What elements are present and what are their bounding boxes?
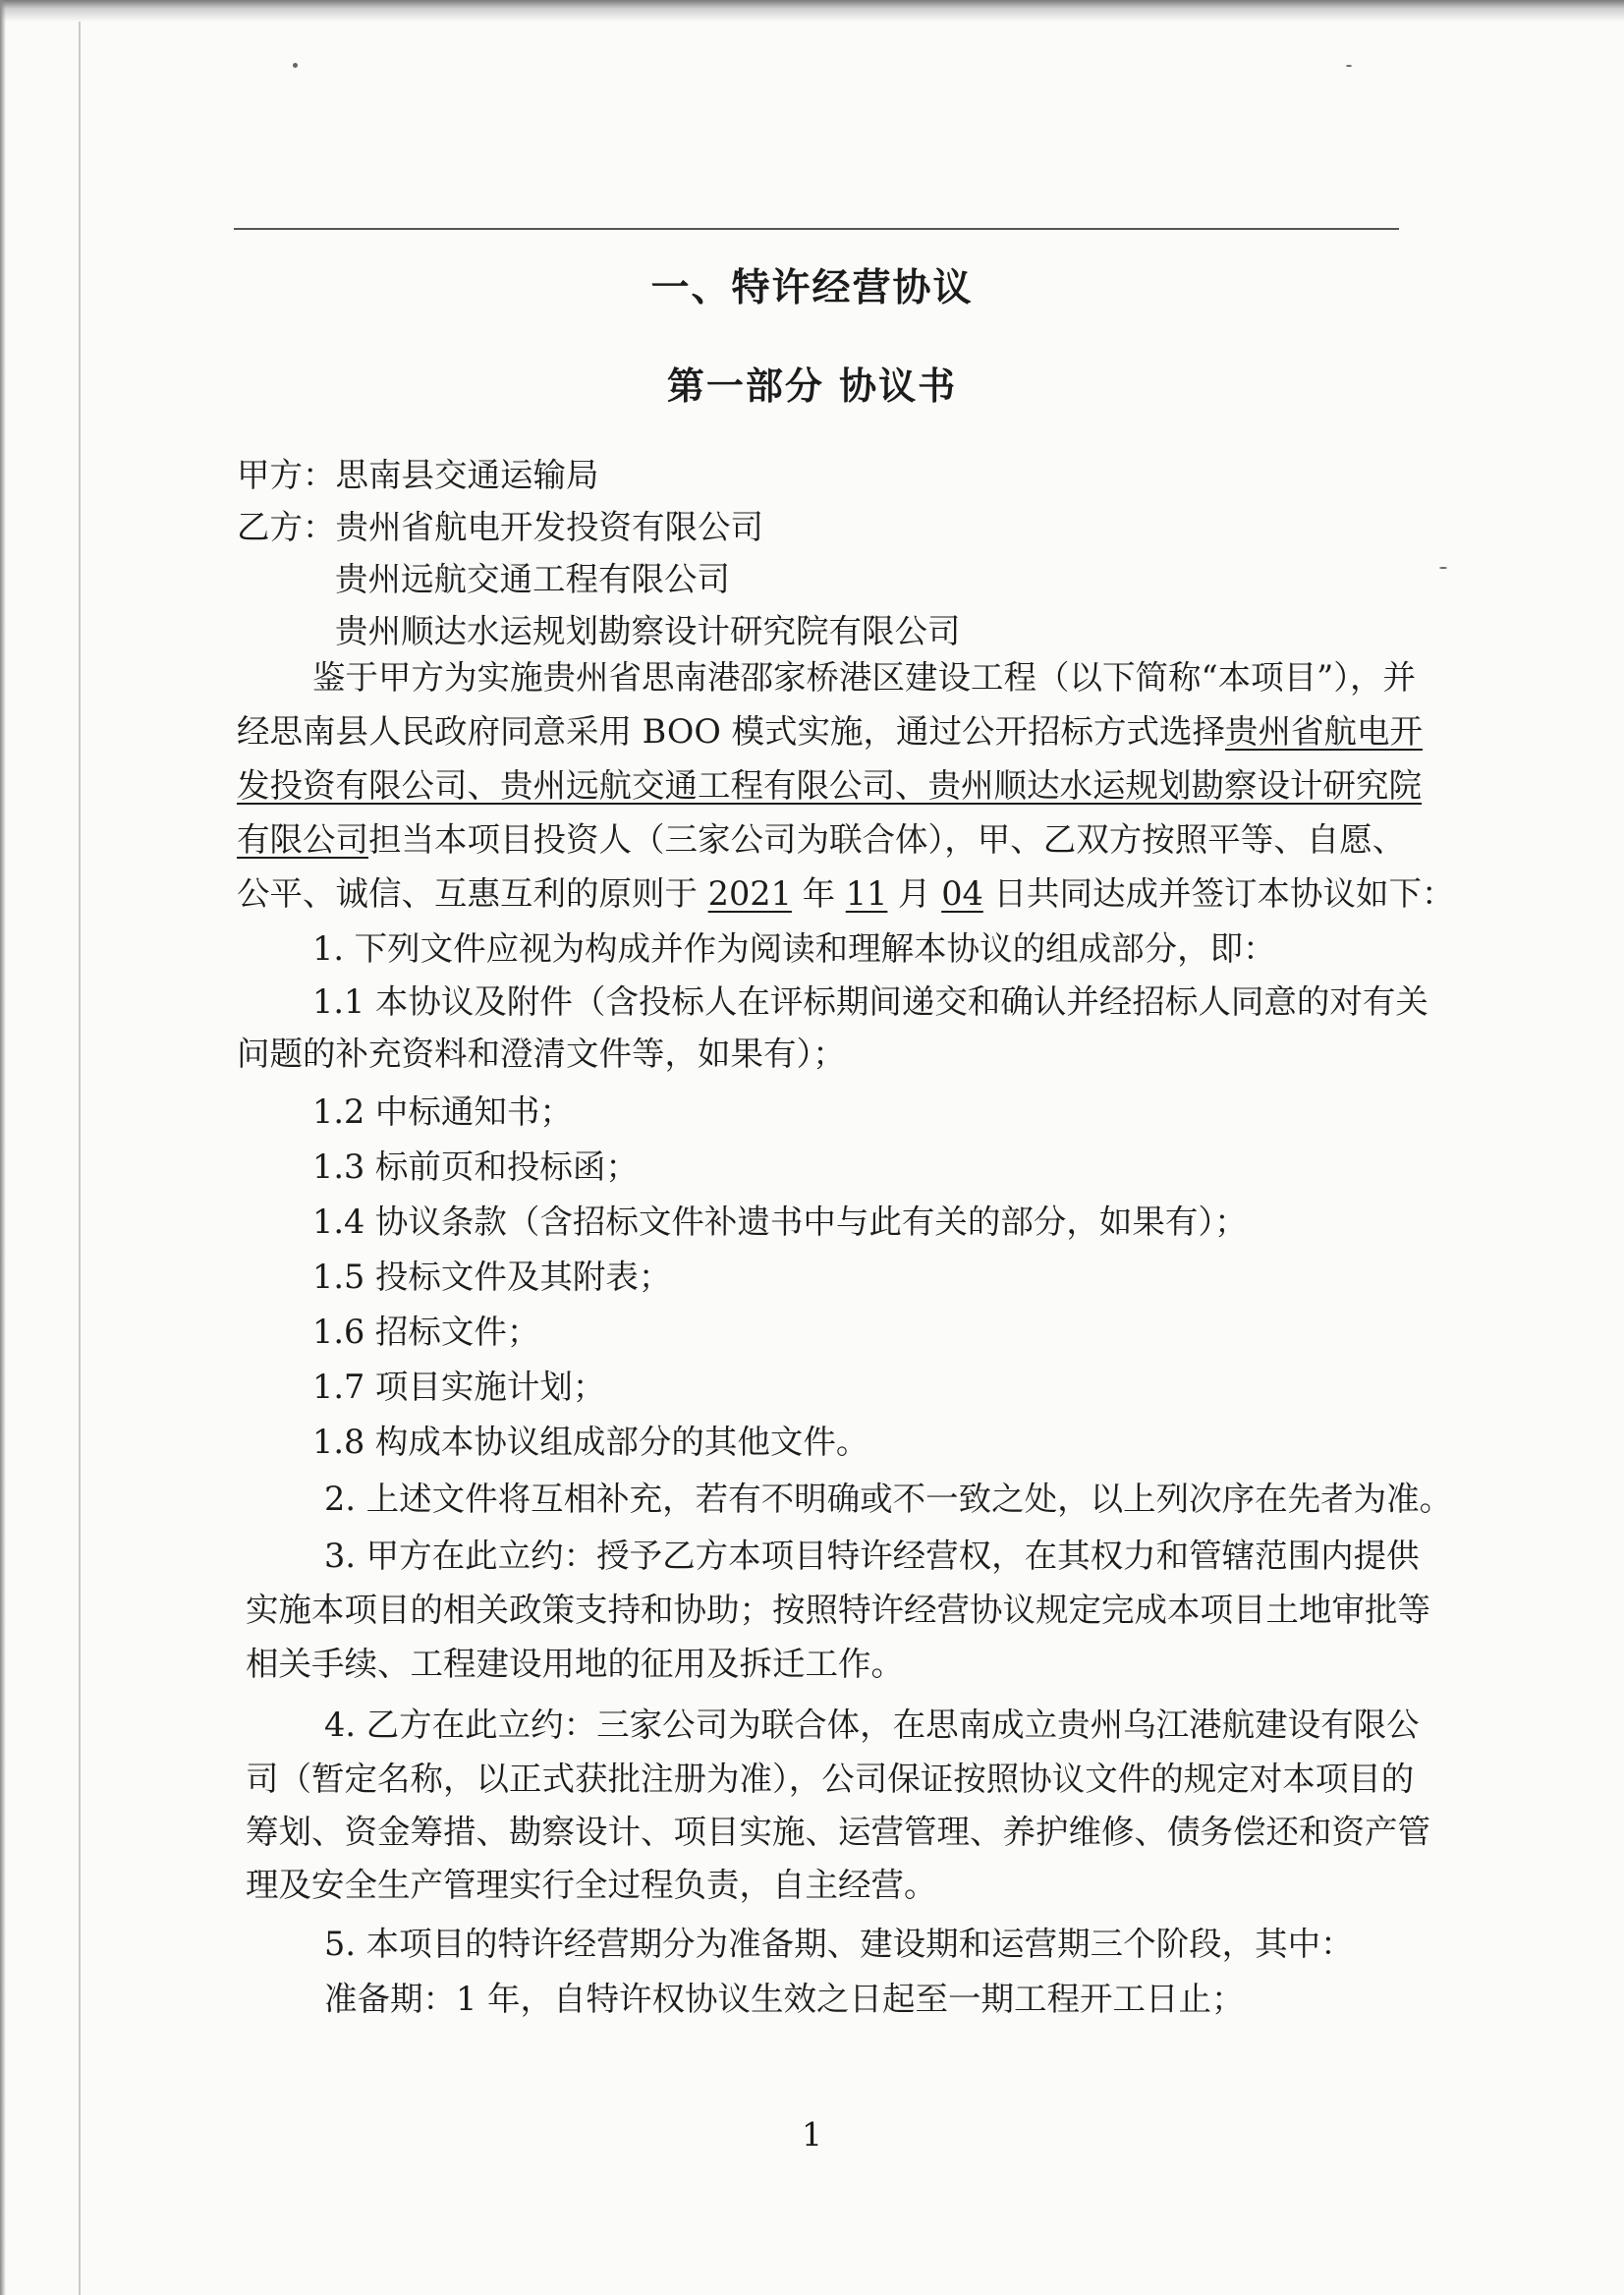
date-month: 11 — [845, 874, 888, 913]
preamble-line: 鉴于甲方为实施贵州省思南港邵家桥港区建设工程（以下简称“本项目”），并 — [312, 658, 1417, 697]
clause-1-7: 1.7 项目实施计划； — [312, 1368, 606, 1406]
date-year: 2021 — [707, 874, 792, 913]
scan-speck — [293, 63, 298, 68]
preamble-date-line: 公平、诚信、互惠互利的原则于 2021 年 11 月 04 日共同达成并签订本协议如下： — [237, 874, 1455, 913]
scan-left-edge — [0, 0, 6, 2295]
investor-name-underlined: 贵州省航电开 — [1224, 712, 1423, 751]
clause-5: 5. 本项目的特许经营期分为准备期、建设期和运营期三个阶段，其中： — [324, 1925, 1354, 1963]
header-rule — [234, 228, 1399, 230]
clause-1-1-cont: 问题的补充资料和澄清文件等，如果有）； — [237, 1035, 846, 1073]
clause-3: 3. 甲方在此立约：授予乙方本项目特许经营权，在其权力和管辖范围内提供 — [324, 1537, 1420, 1575]
scan-speck — [1439, 567, 1447, 569]
clause-3-cont: 实施本项目的相关政策支持和协助；按照特许经营协议规定完成本项目土地审批等 — [246, 1591, 1430, 1629]
preamble-line: 有限公司担当本项目投资人（三家公司为联合体），甲、乙双方按照平等、自愿、 — [237, 820, 1406, 859]
clause-3-cont: 相关手续、工程建设用地的征用及拆迁工作。 — [246, 1645, 904, 1683]
clause-4-cont: 司（暂定名称，以正式获批注册为准），公司保证按照协议文件的规定对本项目的 — [246, 1760, 1415, 1798]
scan-top-edge — [0, 0, 1624, 22]
clause-1-2: 1.2 中标通知书； — [312, 1092, 573, 1131]
party-b-line-2: 贵州远航交通工程有限公司 — [335, 560, 730, 598]
clause-1-8: 1.8 构成本协议组成部分的其他文件。 — [312, 1423, 869, 1461]
investor-name-underlined: 发投资有限公司、贵州远航交通工程有限公司、贵州顺达水运规划勘察设计研究院 — [237, 766, 1422, 805]
clause-4-cont: 理及安全生产管理实行全过程负责，自主经营。 — [246, 1866, 937, 1904]
investor-name-underlined: 有限公司 — [237, 820, 368, 859]
clause-1-6: 1.6 招标文件； — [312, 1313, 540, 1351]
clause-1: 1. 下列文件应视为构成并作为阅读和理解本协议的组成部分，即： — [312, 929, 1276, 968]
clause-4-cont: 筹划、资金筹措、勘察设计、项目实施、运营管理、养护维修、债务偿还和资产管 — [246, 1813, 1430, 1851]
date-day: 04 — [941, 874, 983, 913]
clause-1-4: 1.4 协议条款（含招标文件补遗书中与此有关的部分，如果有）； — [312, 1203, 1248, 1241]
party-b-line-3: 贵州顺达水运规划勘察设计研究院有限公司 — [335, 612, 961, 650]
party-a-line: 甲方：思南县交通运输局 — [237, 456, 599, 494]
party-b-line: 乙方：贵州省航电开发投资有限公司 — [237, 508, 763, 546]
clause-5-prep-period: 准备期：1 年，自特许权协议生效之日起至一期工程开工日止； — [324, 1980, 1245, 2018]
clause-1-1: 1.1 本协议及附件（含投标人在评标期间递交和确认并经招标人同意的对有关 — [312, 982, 1428, 1021]
clause-4: 4. 乙方在此立约：三家公司为联合体，在思南成立贵州乌江港航建设有限公 — [324, 1706, 1420, 1744]
clause-2: 2. 上述文件将互相补充，若有不明确或不一致之处，以上列次序在先者为准。 — [324, 1480, 1453, 1518]
document-title: 一、特许经营协议 — [650, 265, 974, 310]
preamble-line: 经思南县人民政府同意采用 BOO 模式实施，通过公开招标方式选择贵州省航电开 — [237, 712, 1423, 751]
document-subtitle: 第一部分 协议书 — [666, 364, 958, 408]
page-number: 1 — [802, 2115, 822, 2154]
clause-1-3: 1.3 标前页和投标函； — [312, 1148, 639, 1186]
clause-1-5: 1.5 投标文件及其附表； — [312, 1258, 672, 1296]
scan-speck — [1346, 65, 1352, 67]
